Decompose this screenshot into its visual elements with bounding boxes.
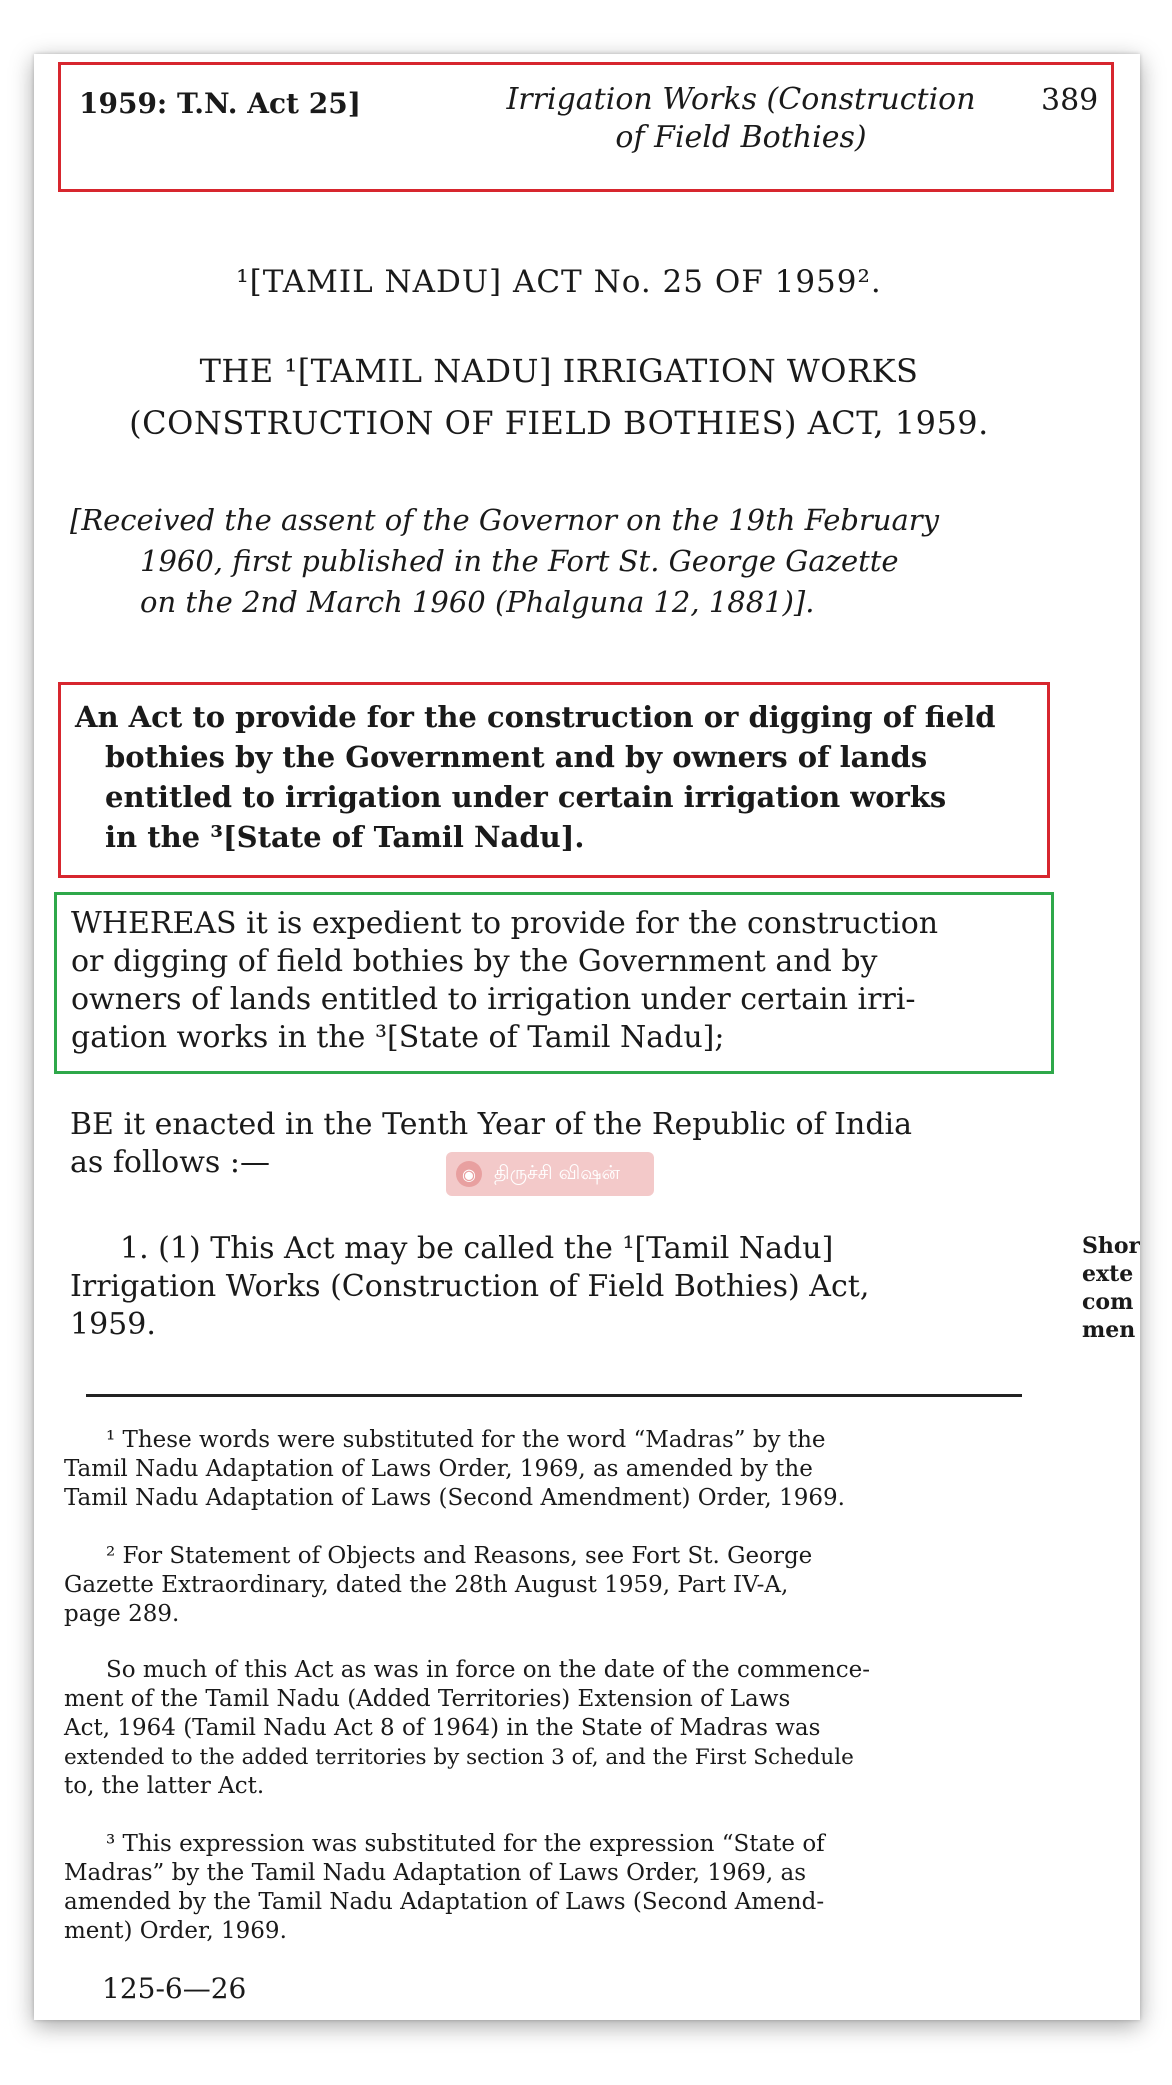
watermark-badge: [446, 1152, 654, 1196]
enacting-line1: BE it enacted in the Tenth Year of the Republic of India: [70, 1107, 913, 1142]
page-number: 389: [1041, 83, 1099, 118]
act-title-line1: THE ¹[TAMIL NADU] IRRIGATION WORKS: [199, 352, 919, 390]
footnote-extra-line4: extended to the added territories by section 3 of, and the First Schedule: [64, 1745, 854, 1770]
section1-line1: 1. (1) This Act may be called the ¹[Tamil Nadu]: [120, 1231, 834, 1266]
running-head-box: [58, 62, 1114, 192]
long-title-line4: in the ³[State of Tamil Nadu].: [105, 820, 585, 854]
footnote-3-line3: amended by the Tamil Nadu Adaptation of Laws (Second Amend-: [64, 1889, 825, 1915]
margin-note-line1: Shor: [1082, 1233, 1140, 1259]
long-title-box: [58, 682, 1050, 878]
footnote-3-line1: ³ This expression was substituted for the expression “State of: [106, 1831, 825, 1857]
running-head-title-line1: Irrigation Works (Construction: [506, 82, 976, 117]
footnote-2-line1: ² For Statement of Objects and Reasons, see Fort St. George: [106, 1543, 813, 1569]
footnote-1-line3: Tamil Nadu Adaptation of Laws (Second Amendment) Order, 1969.: [64, 1485, 845, 1511]
footnote-2-line2: Gazette Extraordinary, dated the 28th August 1959, Part IV-A,: [64, 1572, 789, 1598]
footnote-extra-line5: to, the latter Act.: [64, 1773, 265, 1799]
footnote-1-line1: ¹ These words were substituted for the word “Madras” by the: [106, 1427, 826, 1453]
margin-note-line2: exte: [1082, 1261, 1134, 1287]
watermark-logo-icon: ◉: [456, 1161, 482, 1187]
enacting-line2: as follows :—: [70, 1145, 270, 1180]
margin-note: [1082, 1232, 1140, 1344]
section1-line3: 1959.: [70, 1307, 156, 1342]
long-title-line1: An Act to provide for the construction or digging of field: [75, 700, 996, 734]
watermark-text: திருச்சி விஷன்: [494, 1161, 620, 1184]
footnote-extra-line2: ment of the Tamil Nadu (Added Territories) Extension of Laws: [64, 1686, 791, 1712]
margin-note-line3: com: [1082, 1289, 1134, 1315]
assent-line3: on the 2nd March 1960 (Phalguna 12, 1881)].: [140, 585, 815, 619]
footer-print-code: 125-6—26: [102, 1972, 247, 2005]
preamble-line2: or digging of field bothies by the Government and by: [71, 944, 878, 979]
assent-line2: 1960, first published in the Fort St. George Gazette: [140, 544, 899, 578]
preamble-line4: gation works in the ³[State of Tamil Nadu];: [71, 1020, 725, 1055]
long-title-line2: bothies by the Government and by owners of lands: [105, 740, 928, 774]
footnote-3-line4: ment) Order, 1969.: [64, 1918, 287, 1944]
preamble-box: [54, 892, 1054, 1074]
preamble-line1: WHEREAS it is expedient to provide for the construction: [71, 906, 939, 941]
section1-line2: Irrigation Works (Construction of Field Bothies) Act,: [70, 1269, 870, 1304]
footnote-divider: [86, 1394, 1022, 1397]
footnote-2-line3: page 289.: [64, 1601, 180, 1627]
long-title-line3: entitled to irrigation under certain irrigation works: [105, 780, 947, 814]
act-number: ¹[TAMIL NADU] ACT No. 25 OF 1959².: [236, 264, 882, 300]
preamble-line3: owners of lands entitled to irrigation under certain irri-: [71, 982, 916, 1017]
margin-note-line4: men: [1082, 1317, 1136, 1343]
footnote-extra-line3: Act, 1964 (Tamil Nadu Act 8 of 1964) in the State of Madras was: [64, 1715, 821, 1741]
assent-line1: [Received the assent of the Governor on the 19th February: [70, 503, 940, 537]
act-title-line2: (CONSTRUCTION OF FIELD BOTHIES) ACT, 1959.: [129, 404, 989, 442]
running-head-title-line2: of Field Bothies): [615, 120, 867, 155]
document-page: [34, 54, 1140, 2020]
footnote-extra-line1: So much of this Act as was in force on the date of the commence-: [106, 1657, 870, 1683]
running-head-citation: 1959: T.N. Act 25]: [79, 87, 361, 120]
footnote-3-line2: Madras” by the Tamil Nadu Adaptation of Laws Order, 1969, as: [64, 1860, 807, 1886]
footnote-1-line2: Tamil Nadu Adaptation of Laws Order, 1969, as amended by the: [64, 1456, 813, 1482]
